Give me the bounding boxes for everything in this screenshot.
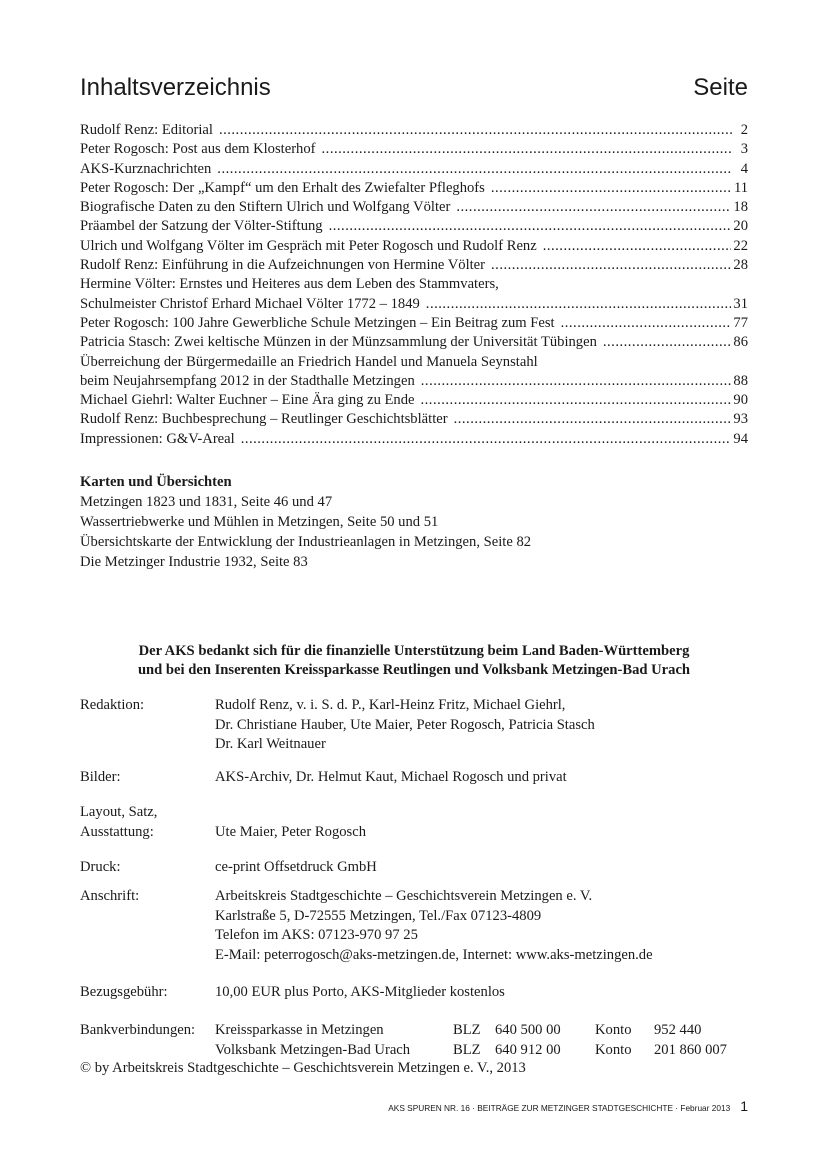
imprint-value-line: Rudolf Renz, v. i. S. d. P., Karl-Heinz Fritz, Michael Giehrl, [215,697,566,713]
imprint-value: AKS-Archiv, Dr. Helmut Kaut, Michael Rogosch und privat [215,769,567,785]
toc-entry-page: 31 [733,295,748,312]
maps-heading: Karten und Übersichten [80,474,232,490]
toc-leader-dots [561,314,732,333]
imprint-label: Bilder: [80,769,121,785]
toc-leader-dots [329,217,732,236]
blz-label: BLZ [453,1022,481,1038]
toc-entry-page: 18 [733,199,748,216]
toc-entry-title: AKS-Kurznachrichten [80,160,212,177]
imprint-label-line: Layout, Satz, [80,804,158,820]
toc-leader-dots [421,372,732,391]
toc-entry-page: 22 [733,237,748,254]
imprint-value: 10,00 EUR plus Porto, AKS-Mitglieder kostenlos [215,984,505,1000]
imprint-value-line: Dr. Christiane Hauber, Ute Maier, Peter Rogosch, Patricia Stasch [215,716,595,733]
toc-entry [80,121,748,140]
imprint-label: Anschrift: [80,888,140,904]
imprint-value: ce-print Offsetdruck GmbH [215,859,377,875]
toc-entry-title: Michael Giehrl: Walter Euchner – Eine Ära ging zu Ende [80,392,415,409]
toc-entry-page: 20 [733,218,748,235]
imprint-label: Redaktion: [80,697,145,713]
footer-text: AKS SPUREN NR. 16 · BEITRÄGE ZUR METZINGER STADTGESCHICHTE · Februar 2013 [388,1103,731,1113]
toc-entry-title: Rudolf Renz: Editorial [80,122,213,138]
toc-entry-title: Patricia Stasch: Zwei keltische Münzen in der Münzsammlung der Universität Tübingen [80,334,597,351]
toc-entry-page: 77 [733,314,748,331]
imprint-label: Bezugsgebühr: [80,984,168,1000]
imprint-value-line: Karlstraße 5, D-72555 Metzingen, Tel./Fax 07123-4809 [215,907,542,924]
toc-leader-dots [219,121,732,140]
toc-entry-page: 90 [733,392,748,409]
toc-entry [80,430,748,449]
table-of-contents [80,121,748,449]
konto-value: 201 860 007 [654,1041,727,1058]
toc-entry-title: Schulmeister Christof Erhard Michael Völter 1772 – 1849 [80,295,420,312]
bank-label: Bankverbindungen: [80,1022,196,1038]
toc-entry-page: 4 [740,160,748,177]
toc-entry [80,179,748,198]
bank-name: Volksbank Metzingen-Bad Urach [215,1041,411,1058]
imprint-label-line: Ausstattung: [80,823,154,840]
maps-item: Die Metzinger Industrie 1932, Seite 83 [80,554,308,570]
imprint-value-line: Dr. Karl Weitnauer [215,736,326,752]
toc-leader-dots [543,237,732,256]
acknowledgement-line: Der AKS bedankt sich für die finanzielle Unterstützung beim Land Baden-Württemberg [138,643,690,659]
page-footer [388,1098,748,1114]
toc-entry-page: 94 [733,430,748,447]
maps-item: Metzingen 1823 und 1831, Seite 46 und 47 [80,494,333,510]
toc-leader-dots [322,140,732,159]
toc-entry [80,314,748,333]
toc-leader-dots [421,391,732,410]
maps-item: Übersichtskarte der Entwicklung der Industrieanlagen in Metzingen, Seite 82 [80,534,532,550]
imprint-value: Ute Maier, Peter Rogosch [215,823,366,840]
konto-value: 952 440 [654,1022,702,1038]
toc-entry [80,295,748,314]
toc-entry-title-line1: Hermine Völter: Ernstes und Heiteres aus dem Leben des Stammvaters, [80,276,499,293]
imprint-value-line: E-Mail: peterrogosch@aks-metzingen.de, Internet: www.aks-metzingen.de [215,946,653,963]
toc-leader-dots [456,198,731,217]
blz-value: 640 912 00 [495,1041,561,1058]
page-number: 1 [740,1098,748,1114]
toc-entry-title: Präambel der Satzung der Völter-Stiftung [80,218,323,235]
toc-title: Inhaltsverzeichnis [80,74,271,101]
konto-label: Konto [595,1041,632,1058]
toc-leader-dots [603,333,732,352]
imprint-value [215,696,595,755]
toc-entry-page: 86 [733,334,748,351]
toc-entry-title: Impressionen: G&V-Areal [80,430,235,447]
toc-entry [80,217,748,236]
blz-label: BLZ [453,1041,481,1058]
toc-entry-page: 28 [733,257,748,274]
toc-entry-title: Biografische Daten zu den Stiftern Ulrich und Wolfgang Völter [80,199,451,216]
toc-entry-page: 2 [740,122,748,138]
imprint-value-line: Arbeitskreis Stadtgeschichte – Geschichtsverein Metzingen e. V. [215,888,593,904]
toc-page-column-label: Seite [693,74,748,101]
toc-entry-title: Ulrich und Wolfgang Völter im Gespräch mit Peter Rogosch und Rudolf Renz [80,237,537,254]
toc-entry [80,391,748,410]
toc-entry-title: Rudolf Renz: Buchbesprechung – Reutlinger Geschichtsblätter [80,411,448,428]
imprint-label [80,803,220,842]
toc-leader-dots [491,179,732,198]
toc-entry [80,198,748,217]
acknowledgement-line: und bei den Inserenten Kreissparkasse Reutlingen und Volksbank Metzingen-Bad Urach [137,662,691,678]
maps-item: Wassertriebwerke und Mühlen in Metzingen, Seite 50 und 51 [80,514,439,530]
toc-entry [80,372,748,391]
blz-value: 640 500 00 [495,1022,561,1038]
toc-entry [80,410,748,429]
toc-entry-title: Peter Rogosch: Post aus dem Klosterhof [80,141,316,158]
toc-leader-dots [241,430,732,449]
toc-entry-page: 3 [740,141,748,158]
toc-entry [80,237,748,256]
toc-leader-dots [217,160,732,179]
toc-entry-title: Peter Rogosch: 100 Jahre Gewerbliche Schule Metzingen – Ein Beitrag zum Fest [80,314,555,331]
toc-entry [80,333,748,352]
toc-entry-page: 88 [733,372,748,389]
imprint-value-line: Telefon im AKS: 07123-970 97 25 [215,927,418,943]
toc-entry-title: Rudolf Renz: Einführung in die Aufzeichnungen von Hermine Völter [80,257,486,274]
acknowledgement [80,642,748,680]
toc-entry-page: 93 [733,411,748,428]
toc-entry [80,256,748,275]
toc-leader-dots [491,256,731,275]
toc-entry-page: 11 [733,179,748,196]
konto-label: Konto [595,1022,632,1038]
copyright-notice: © by Arbeitskreis Stadtgeschichte – Geschichtsverein Metzingen e. V., 2013 [80,1060,526,1076]
toc-leader-dots [454,410,732,429]
toc-header [80,74,748,104]
imprint-label: Druck: [80,859,121,875]
imprint-value [215,887,653,965]
toc-entry-title: beim Neujahrsempfang 2012 in der Stadthalle Metzingen [80,372,415,389]
toc-leader-dots [426,295,732,314]
maps-section [80,472,531,572]
bank-name: Kreissparkasse in Metzingen [215,1022,384,1038]
toc-entry-title-line1: Überreichung der Bürgermedaille an Friedrich Handel und Manuela Seynstahl [80,353,538,370]
toc-entry-title: Peter Rogosch: Der „Kampf“ um den Erhalt des Zwiefalter Pfleghofs [80,179,485,196]
toc-entry [80,160,748,179]
toc-entry [80,140,748,159]
